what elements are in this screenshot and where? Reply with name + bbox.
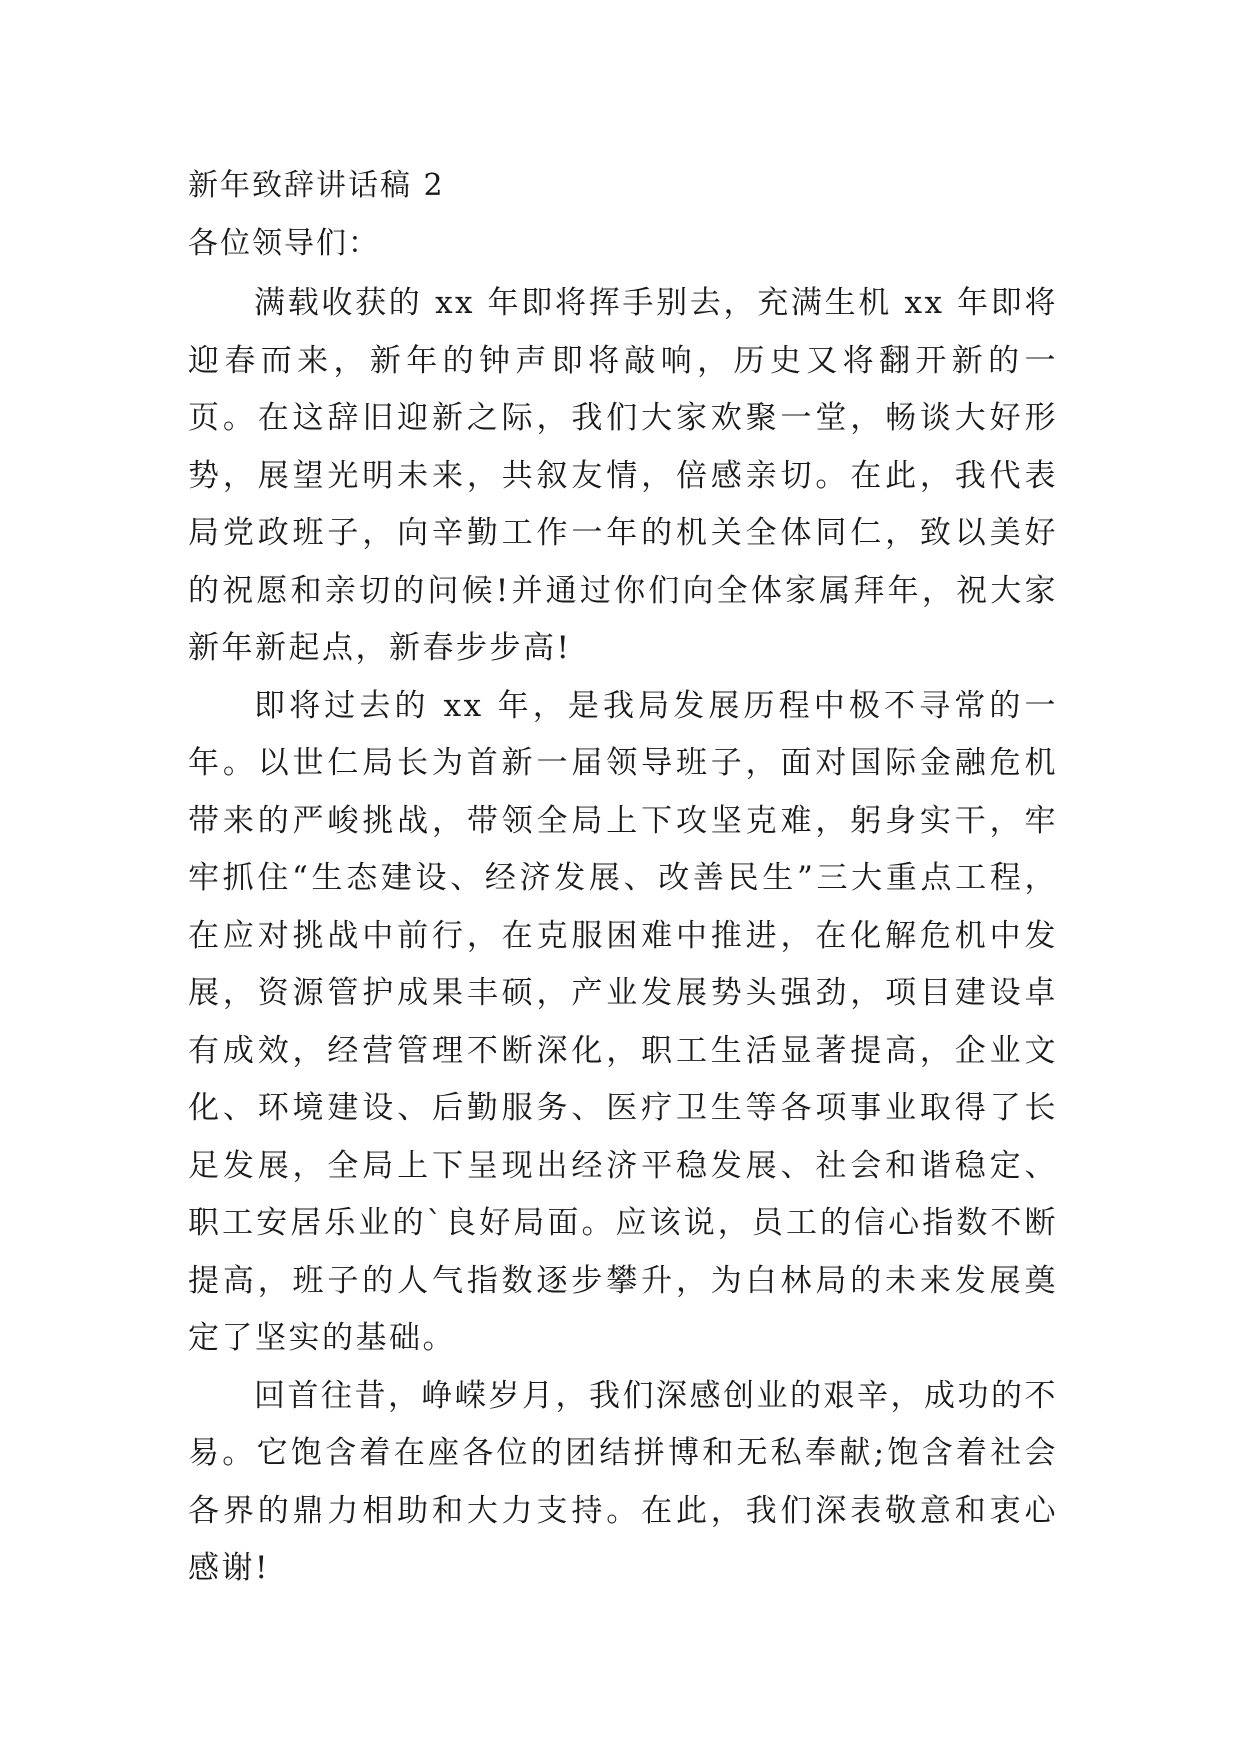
document-title: 新年致辞讲话稿 2 — [188, 168, 445, 203]
paragraph: 回首往昔，峥嵘岁月，我们深感创业的艰辛，成功的不易。它饱含着在座各位的团结拼博和无私奉献;饱含着社会各界的鼎力相助和大力支持。在此，我们深表敬意和衷心感谢! — [188, 1377, 1058, 1586]
paragraph: 即将过去的 xx 年，是我局发展历程中极不寻常的一年。以世仁局长为首新一届领导班子，面对国际金融危机带来的严峻挑战，带领全局上下攻坚克难，躬身实干，牢牢抓住“生态建设、经济发展、改善民生”三大重点工程，在应对挑战中前行，在克服困难中推进，在化解危机中发展，资源管护成果丰硕，产业发展势头强劲，项目建设卓有成效，经营管理不断深化，职工生活显著提高，企业文化、环境建设、后勤服务、医疗卫生等各项事业取得了长足发展，全局上下呈现出经济平稳发展、社会和谐稳定、职工安居乐业的`良好局面。应该说，员工的信心指数不断提高，班子的人气指数逐步攀升，为白林局的未来发展奠定了坚实的基础。 — [188, 687, 1058, 1356]
paragraph: 满载收获的 xx 年即将挥手别去，充满生机 xx 年即将迎春而来，新年的钟声即将敲响，历史又将翻开新的一页。在这辞旧迎新之际，我们大家欢聚一堂，畅谈大好形势，展望光明未来，共叙友情，倍感亲切。在此，我代表局党政班子，向辛勤工作一年的机关全体同仁，致以美好的祝愿和亲切的问候!并通过你们向全体家属拜年，祝大家新年新起点，新春步步高! — [188, 285, 1058, 666]
document-body — [188, 275, 1058, 1598]
salutation: 各位领导们： — [188, 226, 380, 261]
